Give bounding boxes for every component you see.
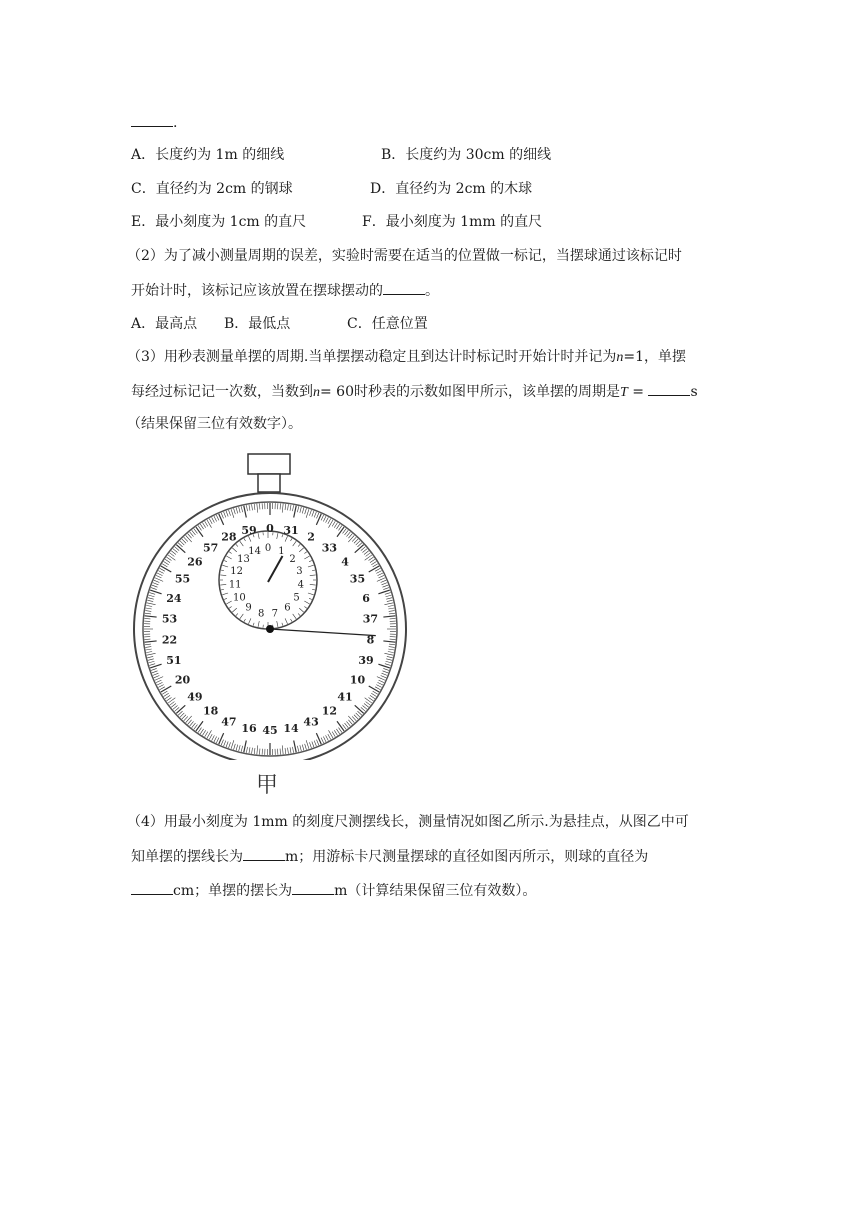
answer-blank	[292, 880, 334, 895]
inner-dial-label: 7	[271, 608, 279, 620]
inner-dial-label: 8	[257, 608, 265, 620]
q2-options	[131, 314, 197, 334]
stopwatch-stem	[258, 474, 280, 492]
q1-options-row-2	[131, 179, 293, 199]
outer-dial-label: 47	[221, 715, 237, 729]
q3-text-line-2: 每经过标记记一次数，当数到n= 60时秒表的示数如图甲所示，该单摆的周期是T = s	[131, 381, 698, 403]
q3-text-line-1: （3）用秒表测量单摆的周期.当单摆摆动稳定且到达计时标记时开始计时并记为n=1，单摆	[127, 349, 686, 365]
figure-caption: 甲	[256, 773, 279, 798]
option-a: A．最高点	[131, 316, 198, 332]
outer-dial-label: 41	[337, 690, 353, 704]
option-a: A．长度约为 1m 的细线	[131, 147, 285, 163]
inner-dial-label: 10	[233, 592, 246, 604]
outer-dial-label: 8	[366, 633, 375, 647]
outer-dial-label: 20	[174, 673, 191, 687]
inner-dial-label: 6	[284, 602, 291, 614]
outer-dial-label: 59	[241, 524, 257, 538]
inner-dial-label: 3	[296, 565, 303, 577]
outer-dial-label: 51	[166, 654, 182, 668]
inner-dial-label: 9	[245, 602, 252, 614]
inner-dial-label: 14	[248, 545, 261, 557]
outer-dial-label: 14	[283, 721, 299, 735]
option-c: C．任意位置	[347, 316, 428, 332]
option-d: D．直径约为 2cm 的木球	[370, 181, 533, 197]
inner-dial-label: 2	[289, 553, 296, 565]
outer-dial-label: 57	[202, 541, 219, 555]
outer-dial-label: 10	[349, 673, 366, 687]
q2-text-line-2: 开始计时，该标记应该放置在摆球摆动的 。	[131, 280, 439, 301]
answer-blank	[243, 846, 285, 861]
inner-dial-label: 12	[230, 565, 243, 577]
outer-dial-label: 26	[187, 555, 203, 569]
q1-options-row-1b	[381, 145, 551, 165]
inner-dial-label: 11	[228, 579, 242, 591]
q1-options-row-1	[131, 145, 284, 165]
q4-text-line-2: 知单摆的摆线长为 m；用游标卡尺测量摆球的直径如图丙所示，则球的直径为	[131, 846, 648, 867]
outer-dial-label: 53	[161, 612, 178, 626]
outer-dial-label: 35	[349, 572, 366, 586]
q2-options-b	[224, 314, 290, 334]
outer-dial-label: 37	[362, 612, 379, 626]
outer-dial-label: 45	[262, 724, 278, 737]
option-b: B．长度约为 30cm 的细线	[381, 147, 552, 163]
outer-dial-label: 39	[358, 654, 374, 668]
outer-dial-label: 4	[341, 555, 349, 569]
stopwatch-crown	[248, 454, 290, 474]
option-f: F．最小刻度为 1mm 的直尺	[362, 214, 543, 230]
outer-dial-label: 24	[166, 591, 182, 605]
outer-dial-label: 12	[321, 704, 338, 718]
outer-dial-label: 49	[187, 690, 203, 704]
outer-dial-label: 0	[266, 522, 274, 535]
outer-dial-label: 55	[174, 572, 191, 586]
top-answer-blank: .	[131, 112, 177, 133]
option-c: C．直径约为 2cm 的钢球	[131, 181, 293, 197]
answer-blank	[131, 112, 173, 127]
outer-dial-label: 31	[283, 524, 299, 538]
outer-dial-label: 18	[202, 704, 219, 718]
outer-dial-label: 6	[362, 591, 370, 605]
outer-dial-label: 43	[303, 715, 319, 729]
hand-pivot	[266, 625, 274, 633]
inner-dial-label: 4	[297, 579, 305, 591]
q2-options-c	[347, 314, 428, 334]
inner-dial-label: 1	[278, 545, 285, 557]
outer-dial-label: 2	[307, 530, 315, 544]
q4-text-line-3: cm；单摆的摆长为 m（计算结果保留三位有效数）。	[131, 880, 536, 901]
inner-dial-label: 5	[293, 592, 300, 604]
option-b: B．最低点	[224, 316, 291, 332]
q4-text-line-1: （4）用最小刻度为 1mm 的刻度尺测摆线长，测量情况如图乙所示.为悬挂点，从图乙中可	[127, 814, 689, 830]
q1-options-row-2b	[370, 179, 532, 199]
answer-blank	[648, 381, 690, 396]
outer-dial-label: 22	[161, 633, 178, 647]
inner-dial-label: 0	[264, 543, 272, 554]
answer-blank	[383, 280, 425, 295]
q2-text-line-1: （2）为了减小测量周期的误差，实验时需要在适当的位置做一标记，当摆球通过该标记时	[127, 248, 682, 264]
q1-options-row-3	[131, 212, 306, 232]
inner-dial-label: 13	[237, 553, 250, 565]
outer-dial-label: 16	[241, 721, 257, 735]
option-e: E．最小刻度为 1cm 的直尺	[131, 214, 307, 230]
q1-options-row-3b	[362, 212, 542, 232]
q3-text-line-3: （结果保留三位有效数字）。	[127, 416, 302, 432]
stopwatch-figure	[132, 450, 412, 760]
outer-dial-label: 33	[321, 541, 338, 555]
outer-dial-label: 28	[221, 530, 237, 544]
answer-blank	[131, 880, 173, 895]
